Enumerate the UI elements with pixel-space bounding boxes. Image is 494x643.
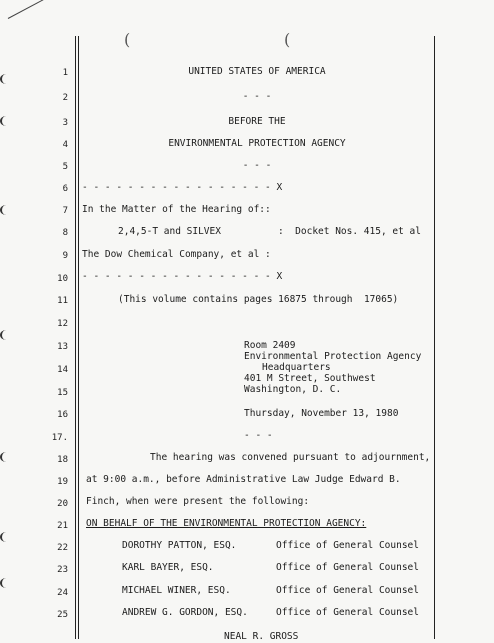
line-number: 22 xyxy=(57,543,68,553)
caption-dash-line: - - - - - - - - - - - - - - - - - X xyxy=(82,182,283,193)
caption-matter: In the Matter of the Hearing of:: xyxy=(82,204,271,215)
left-margin-rule-inner xyxy=(78,36,79,639)
attendee-office: Office of General Counsel xyxy=(276,585,419,596)
line-number: 6 xyxy=(62,184,68,194)
attendee-office: Office of General Counsel xyxy=(276,540,419,551)
heading-before: BEFORE THE xyxy=(228,116,286,127)
line-number: 18 xyxy=(57,455,68,465)
right-margin-rule xyxy=(434,36,435,639)
left-margin-rule xyxy=(75,36,76,639)
hearing-date: Thursday, November 13, 1980 xyxy=(244,408,399,419)
line-number: 19 xyxy=(57,477,68,487)
body-line-19: at 9:00 a.m., before Administrative Law Judge Edward B. xyxy=(86,474,401,485)
binder-hole xyxy=(0,578,12,588)
binder-hole xyxy=(0,205,12,215)
location-agency: Environmental Protection Agency xyxy=(244,351,422,362)
location-street: 401 M Street, Southwest xyxy=(244,373,376,384)
line-number: 7 xyxy=(62,206,68,216)
line-number: 13 xyxy=(57,342,68,352)
paren-mark-right: ( xyxy=(284,30,291,49)
line-number: 24 xyxy=(57,588,68,598)
line-number: 2 xyxy=(62,93,68,103)
line-number: 14 xyxy=(57,365,68,375)
attendee-office: Office of General Counsel xyxy=(276,562,419,573)
location-headquarters: Headquarters xyxy=(262,362,331,373)
line-number: 21 xyxy=(57,521,68,531)
on-behalf-heading: ON BEHALF OF THE ENVIRONMENTAL PROTECTION AGENCY: xyxy=(86,518,367,529)
heading-agency: ENVIRONMENTAL PROTECTION AGENCY xyxy=(168,138,346,149)
caption-company: The Dow Chemical Company, et al : xyxy=(82,249,271,260)
heading-separator: - - - xyxy=(242,91,272,102)
binder-hole xyxy=(0,74,12,84)
body-line-18: The hearing was convened pursuant to adjournment, xyxy=(150,452,431,463)
line-number: 11 xyxy=(57,296,68,306)
line-number: 12 xyxy=(57,319,68,329)
attendee-name: DOROTHY PATTON, ESQ. xyxy=(122,540,237,551)
line-number: 17. xyxy=(51,433,68,443)
binder-hole xyxy=(0,116,12,126)
heading-separator: - - - xyxy=(242,160,272,171)
body-line-20: Finch, when were present the following: xyxy=(86,496,310,507)
line-number: 10 xyxy=(57,274,68,284)
date-separator: - - - xyxy=(244,430,273,441)
binder-hole xyxy=(0,452,12,462)
attendee-name: ANDREW G. GORDON, ESQ. xyxy=(122,607,248,618)
paren-mark-left: ( xyxy=(124,30,131,49)
line-number: 16 xyxy=(57,410,68,420)
heading-country: UNITED STATES OF AMERICA xyxy=(188,66,326,77)
line-number: 23 xyxy=(57,565,68,575)
line-number: 8 xyxy=(62,228,68,238)
scan-streak xyxy=(8,0,44,19)
binder-hole xyxy=(0,532,12,542)
attendee-name: KARL BAYER, ESQ. xyxy=(122,562,214,573)
binder-hole xyxy=(0,330,12,340)
caption-subject: 2,4,5-T and SILVEX xyxy=(118,226,221,237)
location-room: Room 2409 xyxy=(244,340,296,351)
line-number: 1 xyxy=(62,68,68,78)
line-number: 15 xyxy=(57,388,68,398)
cutoff-footer-text: NEAL R. GROSS xyxy=(224,631,299,642)
line-number: 20 xyxy=(57,499,68,509)
line-number: 3 xyxy=(62,118,68,128)
caption-dash-line: - - - - - - - - - - - - - - - - - X xyxy=(82,271,283,282)
line-number: 25 xyxy=(57,610,68,620)
caption-docket: : Docket Nos. 415, et al xyxy=(278,226,421,237)
attendee-name: MICHAEL WINER, ESQ. xyxy=(122,585,231,596)
attendee-office: Office of General Counsel xyxy=(276,607,419,618)
line-number: 4 xyxy=(62,140,68,150)
line-number: 9 xyxy=(62,251,68,261)
volume-note: (This volume contains pages 16875 through 17065) xyxy=(118,294,399,305)
line-number: 5 xyxy=(62,162,68,172)
location-city: Washington, D. C. xyxy=(244,384,342,395)
